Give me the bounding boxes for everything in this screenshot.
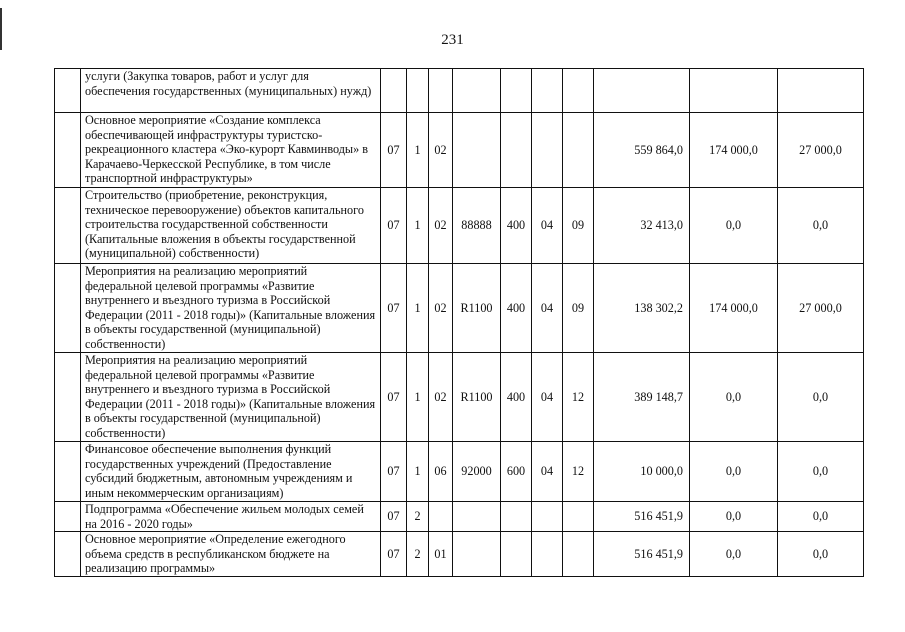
subprogram-code-cell: 1	[407, 264, 429, 353]
amount-2019-cell: 0,0	[690, 353, 778, 442]
subsection-cell: 09	[563, 264, 594, 353]
section-cell	[532, 532, 563, 577]
subsection-cell	[563, 502, 594, 532]
subprogram-code-cell: 1	[407, 113, 429, 188]
amount-2019-cell: 174 000,0	[690, 113, 778, 188]
table-row	[55, 353, 864, 442]
row-number-cell	[55, 353, 81, 442]
table-row	[55, 502, 864, 532]
amount-2018-cell	[594, 69, 690, 113]
direction-code-cell: 92000	[453, 442, 501, 502]
direction-code-cell	[453, 69, 501, 113]
description-cell: Мероприятия на реализацию мероприятий федеральной целевой программы «Развитие внутреннего и въездного туризма в Российской Федерации (2011 - 2018 годы)» (Капитальные вложения в объекты государственной (муниципальной) собственности)	[81, 353, 381, 442]
gp-code-cell	[381, 69, 407, 113]
row-number-cell	[55, 113, 81, 188]
event-code-cell	[429, 69, 453, 113]
direction-code-cell: R1100	[453, 353, 501, 442]
amount-2020-cell	[778, 69, 864, 113]
amount-2018-cell: 138 302,2	[594, 264, 690, 353]
table-row	[55, 442, 864, 502]
direction-code-cell: R1100	[453, 264, 501, 353]
amount-2018-cell: 516 451,9	[594, 502, 690, 532]
budget-table	[54, 68, 864, 577]
amount-2019-cell: 174 000,0	[690, 264, 778, 353]
gp-code-cell: 07	[381, 442, 407, 502]
section-cell	[532, 69, 563, 113]
gp-code-cell: 07	[381, 264, 407, 353]
amount-2018-cell: 10 000,0	[594, 442, 690, 502]
amount-2018-cell: 389 148,7	[594, 353, 690, 442]
row-number-cell	[55, 188, 81, 264]
description-cell: Основное мероприятие «Определение ежегодного объема средств в республиканском бюджете на реализацию программы»	[81, 532, 381, 577]
row-number-cell	[55, 69, 81, 113]
amount-2018-cell: 516 451,9	[594, 532, 690, 577]
subprogram-code-cell: 1	[407, 353, 429, 442]
amount-2020-cell: 0,0	[778, 532, 864, 577]
amount-2020-cell: 27 000,0	[778, 264, 864, 353]
amount-2020-cell: 0,0	[778, 442, 864, 502]
row-number-cell	[55, 532, 81, 577]
subprogram-code-cell: 1	[407, 188, 429, 264]
section-cell: 04	[532, 188, 563, 264]
expense-type-cell: 400	[501, 264, 532, 353]
subsection-cell: 12	[563, 442, 594, 502]
table-row	[55, 264, 864, 353]
description-cell: Строительство (приобретение, реконструкция, техническое перевооружение) объектов капитального строительства государственной собственности (Капитальные вложения в объекты государственной (муниципальной) собственности)	[81, 188, 381, 264]
table-row	[55, 532, 864, 577]
direction-code-cell: 88888	[453, 188, 501, 264]
subprogram-code-cell: 1	[407, 442, 429, 502]
event-code-cell: 02	[429, 353, 453, 442]
table-body	[55, 69, 864, 577]
gp-code-cell: 07	[381, 353, 407, 442]
description-cell: Подпрограмма «Обеспечение жильем молодых семей на 2016 - 2020 годы»	[81, 502, 381, 532]
description-cell: Мероприятия на реализацию мероприятий федеральной целевой программы «Развитие внутреннего и въездного туризма в Российской Федерации (2011 - 2018 годы)» (Капитальные вложения в объекты государственной (муниципальной) собственности)	[81, 264, 381, 353]
amount-2019-cell: 0,0	[690, 442, 778, 502]
event-code-cell: 06	[429, 442, 453, 502]
row-number-cell	[55, 502, 81, 532]
subprogram-code-cell: 2	[407, 502, 429, 532]
table-row	[55, 113, 864, 188]
subsection-cell	[563, 532, 594, 577]
description-cell: Основное мероприятие «Создание комплекса обеспечивающей инфраструктуры туристско-рекреационного кластера «Эко-курорт Кавминводы» в Карачаево-Черкесской Республике, в том числе транспортной инфраструктуры»	[81, 113, 381, 188]
event-code-cell	[429, 502, 453, 532]
direction-code-cell	[453, 502, 501, 532]
amount-2018-cell: 559 864,0	[594, 113, 690, 188]
amount-2019-cell	[690, 69, 778, 113]
section-cell: 04	[532, 353, 563, 442]
section-cell: 04	[532, 442, 563, 502]
description-cell: услуги (Закупка товаров, работ и услуг для обеспечения государственных (муниципальных) нужд)	[81, 69, 381, 113]
subsection-cell	[563, 113, 594, 188]
row-number-cell	[55, 264, 81, 353]
event-code-cell: 02	[429, 264, 453, 353]
amount-2020-cell: 0,0	[778, 188, 864, 264]
subprogram-code-cell	[407, 69, 429, 113]
amount-2019-cell: 0,0	[690, 502, 778, 532]
expense-type-cell	[501, 532, 532, 577]
section-cell	[532, 502, 563, 532]
amount-2019-cell: 0,0	[690, 532, 778, 577]
amount-2020-cell: 0,0	[778, 353, 864, 442]
direction-code-cell	[453, 532, 501, 577]
expense-type-cell	[501, 69, 532, 113]
gp-code-cell: 07	[381, 532, 407, 577]
event-code-cell: 02	[429, 188, 453, 264]
page-number: 231	[441, 32, 464, 48]
expense-type-cell: 400	[501, 188, 532, 264]
amount-2020-cell: 27 000,0	[778, 113, 864, 188]
event-code-cell: 01	[429, 532, 453, 577]
gp-code-cell: 07	[381, 502, 407, 532]
table-row	[55, 69, 864, 113]
section-cell	[532, 113, 563, 188]
subprogram-code-cell: 2	[407, 532, 429, 577]
expense-type-cell	[501, 502, 532, 532]
amount-2020-cell: 0,0	[778, 502, 864, 532]
row-number-cell	[55, 442, 81, 502]
direction-code-cell	[453, 113, 501, 188]
subsection-cell	[563, 69, 594, 113]
expense-type-cell	[501, 113, 532, 188]
expense-type-cell: 600	[501, 442, 532, 502]
subsection-cell: 12	[563, 353, 594, 442]
gp-code-cell: 07	[381, 113, 407, 188]
section-cell: 04	[532, 264, 563, 353]
expense-type-cell: 400	[501, 353, 532, 442]
amount-2019-cell: 0,0	[690, 188, 778, 264]
gp-code-cell: 07	[381, 188, 407, 264]
event-code-cell: 02	[429, 113, 453, 188]
description-cell: Финансовое обеспечение выполнения функций государственных учреждений (Предоставление субсидий бюджетным, автономным учреждениям и иным некоммерческим организациям)	[81, 442, 381, 502]
subsection-cell: 09	[563, 188, 594, 264]
amount-2018-cell: 32 413,0	[594, 188, 690, 264]
table-row	[55, 188, 864, 264]
